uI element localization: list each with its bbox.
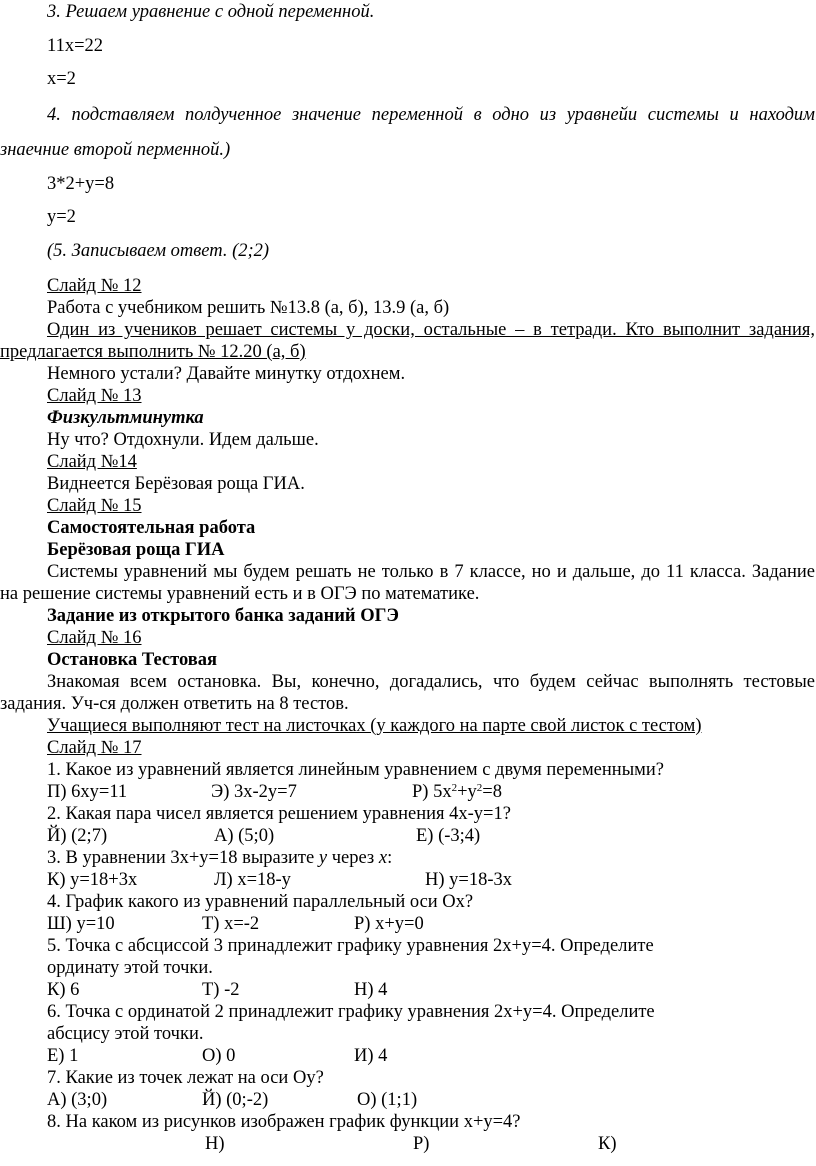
- q2-option-b: А) (5;0): [214, 826, 275, 846]
- grove-text: Виднеется Берёзовая роща ГИА.: [47, 474, 305, 494]
- q7-option-a: А) (3;0): [47, 1090, 108, 1110]
- step3-text: 3. Решаем уравнение с одной переменной.: [47, 2, 375, 22]
- systems-text-line1: Системы уравнений мы будем решать не только в 7 классе, но и дальше, до 11 класса. Задание: [47, 562, 815, 582]
- question-7: 7. Какие из точек лежат на оси Оy?: [47, 1068, 324, 1088]
- q8-option-a: Н): [205, 1134, 225, 1154]
- board-task-line2: предлагается выполнить № 12.20 (а, б): [0, 342, 306, 362]
- tired-question: Немного устали? Давайте минутку отдохнем.: [47, 364, 406, 384]
- question-5-line1: 5. Точка с абсциссой 3 принадлежит графику уравнения 2x+y=4. Определите: [47, 936, 654, 956]
- question-2: 2. Какая пара чисел является решением уравнения 4x-y=1?: [47, 804, 511, 824]
- board-task-line1: Один из учеников решает системы у доски, остальные – в тетради. Кто выполнит задания,: [47, 320, 815, 340]
- slide-14-label: Слайд №14: [47, 452, 137, 472]
- q5-option-b: Т) -2: [202, 980, 240, 1000]
- q5-option-a: К) 6: [47, 980, 80, 1000]
- step4-line2: знаечние второй перменной.): [0, 140, 231, 160]
- question-6-line2: абсцису этой точки.: [47, 1024, 204, 1044]
- students-instruction: Учащиеся выполняют тест на листочках (у каждого на парте свой листок с тестом): [47, 716, 702, 736]
- question-6-line1: 6. Точка с ординатой 2 принадлежит графику уравнения 2x+y=4. Определите: [47, 1002, 655, 1022]
- q3-option-a: К) y=18+3x: [47, 870, 138, 890]
- q3-option-b: Л) x=18-y: [214, 870, 291, 890]
- q4-option-c: Р) x+y=0: [354, 914, 424, 934]
- q1-option-c: Р) $5x^2+y^2=8$: [412, 782, 502, 802]
- slide-16-label: Слайд № 16: [47, 628, 142, 648]
- q7-option-b: Й) (0;-2): [202, 1090, 269, 1110]
- q7-option-c: О) (1;1): [357, 1090, 418, 1110]
- test-stop-heading: Остановка Тестовая: [47, 650, 218, 670]
- known-stop-line1: Знакомая всем остановка. Вы, конечно, догадались, что будем сейчас выполнять тестовые: [47, 672, 815, 692]
- q1-option-a: П) 6xy=11: [47, 782, 128, 802]
- slide-12-label: Слайд № 12: [47, 276, 142, 296]
- q8-option-b: Р): [413, 1134, 430, 1154]
- q2-option-c: Е) (-3;4): [416, 826, 481, 846]
- equation-substitute: 3*2+y=8: [47, 174, 115, 194]
- q8-option-c: К): [598, 1134, 617, 1154]
- known-stop-line2: задания. Уч-ся должен ответить на 8 тестов.: [0, 694, 349, 714]
- q2-option-a: Й) (2;7): [47, 826, 108, 846]
- oge-bank-heading: Задание из открытого банка заданий ОГЭ: [47, 606, 399, 626]
- q1-option-b: Э) 3x-2y=7: [211, 782, 297, 802]
- q4-option-b: Т) x=-2: [202, 914, 260, 934]
- slide-17-label: Слайд № 17: [47, 738, 142, 758]
- systems-text-line2: на решение системы уравнений есть и в ОГЭ по математике.: [0, 584, 480, 604]
- step5-answer: (5. Записываем ответ. (2;2): [47, 241, 270, 261]
- q6-option-a: Е) 1: [47, 1046, 79, 1066]
- equation-11x: 11x=22: [47, 36, 103, 56]
- q5-option-c: Н) 4: [354, 980, 388, 1000]
- slide-15-label: Слайд № 15: [47, 496, 142, 516]
- rested-text: Ну что? Отдохнули. Идем дальше.: [47, 430, 319, 450]
- question-1: 1. Какое из уравнений является линейным уравнением с двумя переменными?: [47, 760, 664, 780]
- q3-option-c: Н) y=18-3x: [425, 870, 512, 890]
- grove-heading: Берёзовая роща ГИА: [47, 540, 225, 560]
- equation-x: x=2: [47, 69, 76, 89]
- step4-line1: 4. подставляем полдученное значение переменной в одно из уравнейи системы и находим: [47, 105, 815, 125]
- question-4: 4. График какого из уравнений параллельный оси Ох?: [47, 892, 474, 912]
- q6-option-c: И) 4: [354, 1046, 388, 1066]
- equation-y: y=2: [47, 207, 76, 227]
- physical-break-heading: Физкультминутка: [47, 408, 204, 428]
- textbook-task: Работа с учебником решить №13.8 (а, б), 13.9 (а, б): [47, 298, 450, 318]
- question-5-line2: ординату этой точки.: [47, 958, 213, 978]
- slide-13-label: Слайд № 13: [47, 386, 142, 406]
- question-3: 3. В уравнении 3x+y=18 выразите y через x:: [47, 848, 393, 868]
- independent-work-heading: Самостоятельная работа: [47, 518, 256, 538]
- q4-option-a: Ш) y=10: [47, 914, 115, 934]
- q6-option-b: О) 0: [202, 1046, 236, 1066]
- question-8: 8. На каком из рисунков изображен график функции x+y=4?: [47, 1112, 521, 1132]
